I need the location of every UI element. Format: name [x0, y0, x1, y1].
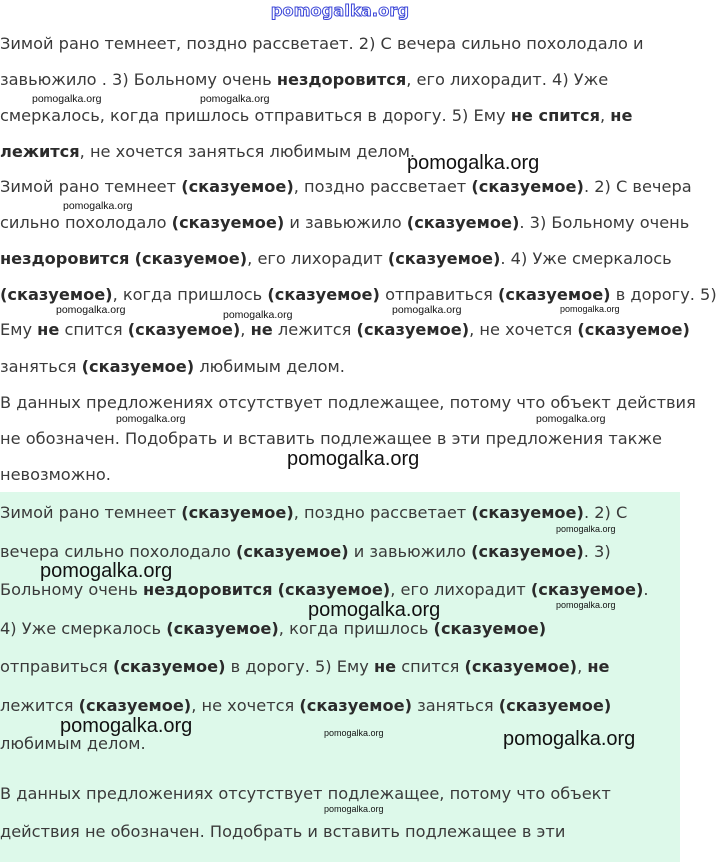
text-line: Зимой рано темнеет, поздно рассветает. 2) С вечера сильно похолодало и [0, 34, 644, 53]
watermark: pomogalka.org [116, 413, 186, 425]
watermark: pomogalka.org [324, 804, 384, 814]
watermark: pomogalka.org [40, 560, 173, 582]
watermark: pomogalka.org [56, 304, 126, 316]
text-line: не обозначен. Подобрать и вставить подлежащее в эти предложения также [0, 429, 663, 448]
text-line: нездоровится (сказуемое), его лихорадит (сказуемое). 4) Уже смеркалось [0, 249, 672, 268]
watermark: pomogalka.org [32, 93, 102, 105]
text-line: действия не обозначен. Подобрать и вставить подлежащее в эти [0, 822, 566, 841]
text-line: вечера сильно похолодало (сказуемое) и завьюжило (сказуемое). 3) [0, 542, 611, 561]
text-line: лежится, не хочется заняться любимым делом. [0, 142, 416, 161]
watermark: pomogalka.org [560, 304, 620, 314]
watermark: pomogalka.org [287, 448, 420, 470]
watermark: pomogalka.org [556, 600, 616, 610]
text-line: отправиться (сказуемое) в дорогу. 5) Ему не спится (сказуемое), не [0, 657, 610, 676]
site-watermark-header[interactable]: pomogalka.org [270, 1, 410, 20]
text-line: В данных предложениях отсутствует подлежащее, потому что объект [0, 784, 611, 803]
watermark: pomogalka.org [223, 309, 293, 321]
watermark: pomogalka.org [324, 728, 384, 738]
text-line: Зимой рано темнеет (сказуемое), поздно рассветает (сказуемое). 2) С вечера [0, 177, 692, 196]
text-line: сильно похолодало (сказуемое) и завьюжило (сказуемое). 3) Больному очень [0, 213, 690, 232]
text-line: В данных предложениях отсутствует подлежащее, потому что объект действия [0, 393, 696, 412]
text-line: (сказуемое), когда пришлось (сказуемое) отправиться (сказуемое) в дорогу. 5) [0, 285, 717, 304]
text-line: завьюжило . 3) Больному очень нездоровится, его лихорадит. 4) Уже [0, 70, 609, 89]
watermark: pomogalka.org [308, 599, 441, 621]
watermark: pomogalka.org [503, 728, 636, 750]
text-line: заняться (сказуемое) любимым делом. [0, 357, 345, 376]
text-line: Ему не спится (сказуемое), не лежится (сказуемое), не хочется (сказуемое) [0, 320, 690, 339]
text-line: лежится (сказуемое), не хочется (сказуемое) заняться (сказуемое) [0, 696, 612, 715]
watermark: pomogalka.org [63, 200, 133, 212]
text-line: невозможно. [0, 465, 111, 484]
watermark: pomogalka.org [407, 152, 540, 174]
watermark: pomogalka.org [536, 413, 606, 425]
text-line: смеркалось, когда пришлось отправиться в дорогу. 5) Ему не спится, не [0, 106, 633, 125]
text-line: Больному очень нездоровится (сказуемое), его лихорадит (сказуемое). [0, 580, 649, 599]
text-line: 4) Уже смеркалось (сказуемое), когда пришлось (сказуемое) [0, 619, 547, 638]
watermark: pomogalka.org [556, 524, 616, 534]
watermark: pomogalka.org [392, 304, 462, 316]
text-line: любимым делом. [0, 734, 146, 753]
text-line: Зимой рано темнеет (сказуемое), поздно рассветает (сказуемое). 2) С [0, 503, 628, 522]
watermark: pomogalka.org [60, 715, 193, 737]
watermark: pomogalka.org [200, 93, 270, 105]
